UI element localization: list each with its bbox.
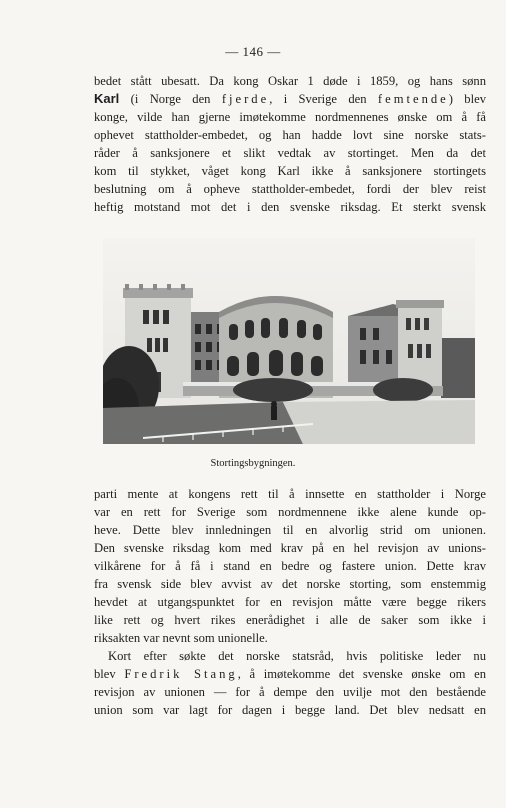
- text-line: revisjon av unionen — for å dempe den uvilje mot den bestående: [94, 685, 486, 699]
- text-line: riksakten var nevnt som unionelle.: [94, 631, 268, 645]
- text-line: union som var lagt for dagen i begge land. Det blev nedsatt en: [94, 703, 486, 717]
- spaced-word: Fredrik Stang: [124, 667, 238, 681]
- text-line: beslutning om å opheve stattholder-embedet, fordi der blev reist: [94, 182, 486, 196]
- text-line: konge, vilde han gjerne imøtekomme nordmennenes ønske om å få: [94, 110, 486, 124]
- text-line: ophevet stattholder-embedet, og han hadde lovt sine norske stats-: [94, 128, 486, 142]
- text-line: Kort efter søkte det norske statsråd, hvis politiske leder nu: [108, 649, 486, 663]
- paragraph-bottom: [94, 485, 486, 719]
- storting-building-photo: [103, 238, 475, 444]
- text-line: råder å sanksjonere et slikt vedtak av stortinget. Men da det: [94, 146, 486, 160]
- text-line: Den svenske riksdag kom med krav på en hel revisjon av unions-: [94, 541, 486, 555]
- figure-caption: Stortingsbygningen.: [210, 458, 296, 469]
- text-line: Karl (i Norge den fjerde, i Sverige den femtende) blev: [94, 91, 486, 106]
- text-line: hevdet at utgangspunktet for en revisjon måtte være begge rikers: [94, 595, 486, 609]
- page-number: — 146 —: [225, 44, 281, 59]
- paragraph-top: [94, 72, 486, 216]
- text-line: parti mente at kongens rett til å innsette en stattholder i Norge: [94, 487, 486, 501]
- text-line: heftig motstand mot det i den svenske riksdag. Et sterkt svensk: [94, 200, 486, 214]
- text-line: like rett og hvert rikes enerådighet i alle de saker som ikke i: [94, 613, 486, 627]
- text-line: blev Fredrik Stang, å imøtekomme det svenske ønske om en: [94, 667, 486, 681]
- spaced-word: fjerde: [221, 92, 270, 106]
- name-karl: Karl: [94, 91, 120, 106]
- spaced-word: femtende: [377, 92, 449, 106]
- text-line: bedet stått ubesatt. Da kong Oskar 1 døde i 1859, og hans sønn: [94, 74, 486, 88]
- text-line: kom til stykket, våget kong Karl ikke å sanksjonere stortingets: [94, 164, 486, 178]
- text-line: heve. Dette blev innledningen til en alvorlig strid om unionen.: [94, 523, 486, 537]
- text-line: vilkårene for å få i stand en bedre og fastere union. Dette krav: [94, 559, 486, 573]
- text-line: fra svensk side blev avvist av det norske storting, som enstemmig: [94, 577, 486, 591]
- text-line: var en rett for Sverige som nordmennene ikke alene kunde op-: [94, 505, 486, 519]
